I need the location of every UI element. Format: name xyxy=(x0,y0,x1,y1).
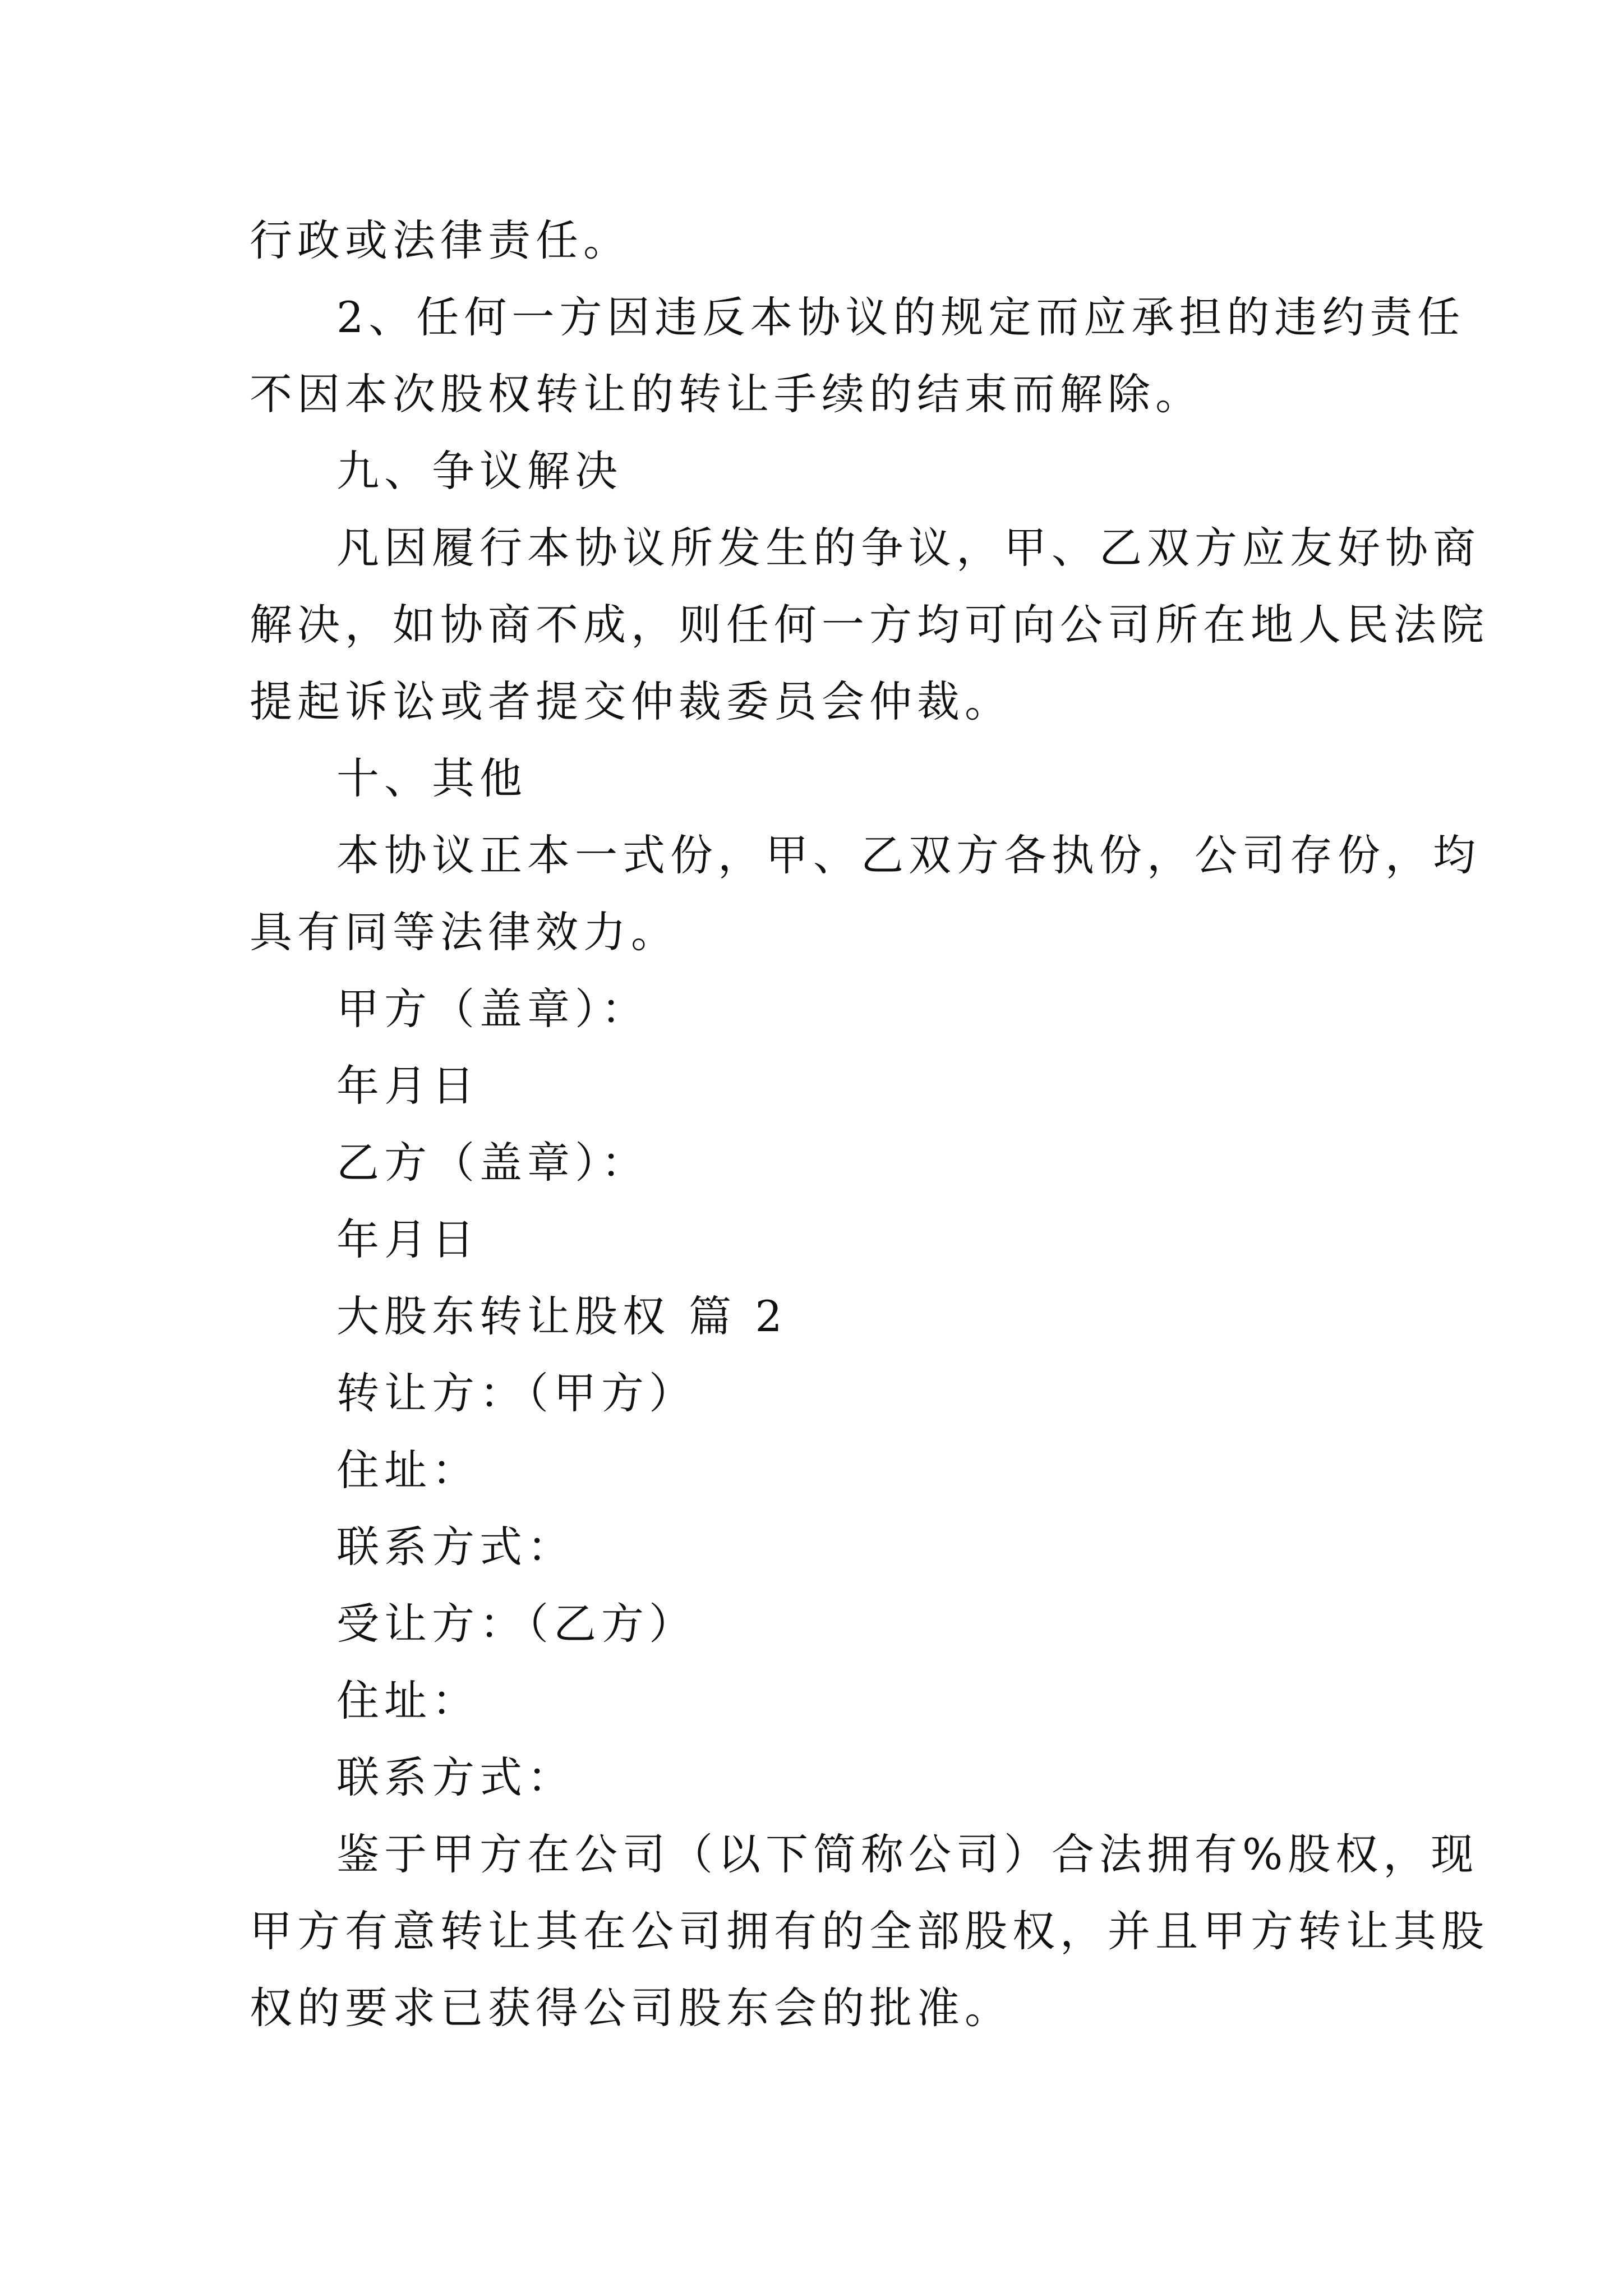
field-line: 联系方式： xyxy=(336,1752,575,1802)
signature-line: 乙方（盖章）： xyxy=(336,1138,649,1188)
text-line: 凡因履行本协议所发生的争议，甲、乙双方应友好协商 xyxy=(336,523,1481,573)
signature-line: 甲方（盖章）： xyxy=(336,984,649,1034)
document-title: 大股东转让股权 篇 2 xyxy=(336,1291,787,1341)
document-body xyxy=(250,202,1489,2046)
party-line: 受让方：（乙方） xyxy=(336,1599,697,1649)
date-line: 年月日 xyxy=(336,1061,479,1111)
text-line: 具有同等法律效力。 xyxy=(250,907,679,957)
field-line: 住址： xyxy=(336,1676,479,1726)
party-line: 转让方：（甲方） xyxy=(336,1368,697,1418)
field-line: 联系方式： xyxy=(336,1522,575,1572)
section-heading: 九、争议解决 xyxy=(336,446,623,496)
field-line: 住址： xyxy=(336,1445,479,1495)
date-line: 年月日 xyxy=(336,1214,479,1264)
text-line: 2、任何一方因违反本协议的规定而应承担的违约责任 xyxy=(336,292,1465,342)
text-line: 解决，如协商不成，则任何一方均可向公司所在地人民法院 xyxy=(250,600,1489,650)
text-line: 提起诉讼或者提交仲裁委员会仲裁。 xyxy=(250,677,1012,726)
text-line: 权的要求已获得公司股东会的批准。 xyxy=(250,1983,1012,2033)
text-line: 行政或法律责任。 xyxy=(250,215,631,265)
text-line: 不因本次股权转让的转让手续的结束而解除。 xyxy=(250,369,1203,419)
text-line: 甲方有意转让其在公司拥有的全部股权，并且甲方转让其股 xyxy=(250,1906,1489,1956)
text-line: 鉴于甲方在公司（以下简称公司）合法拥有%股权，现 xyxy=(336,1829,1479,1879)
text-line: 本协议正本一式份，甲、乙双方各执份，公司存份，均 xyxy=(336,830,1481,880)
section-heading: 十、其他 xyxy=(336,753,527,803)
